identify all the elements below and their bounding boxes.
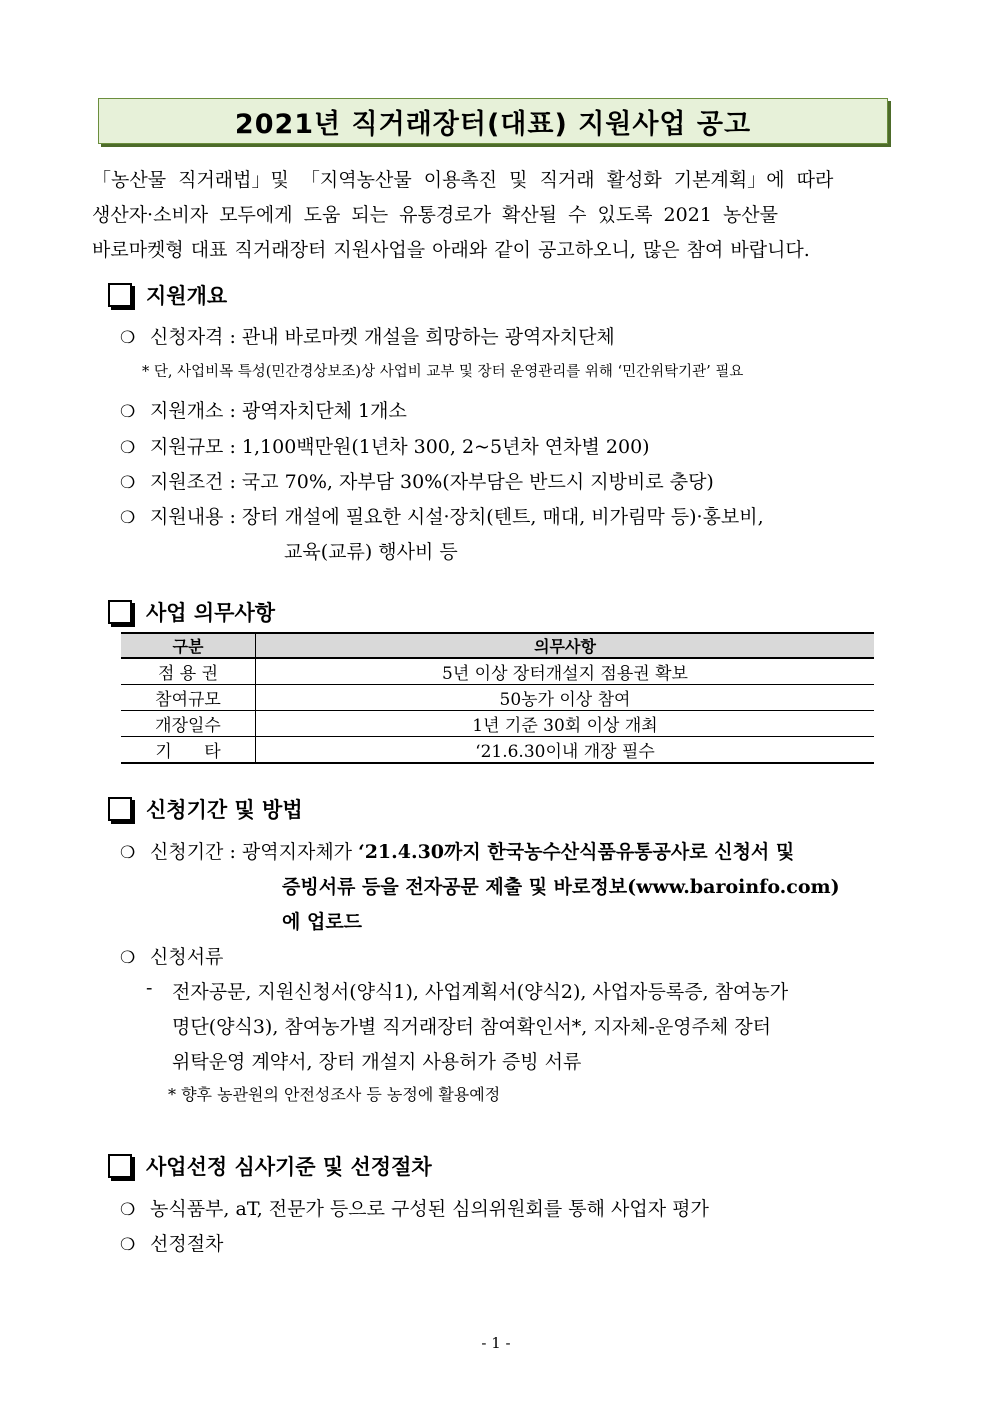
checkbox-square-icon xyxy=(108,283,132,307)
duties-table xyxy=(121,632,874,764)
page-title: 2021년 직거래장터(대표) 지원사업 공고 xyxy=(234,108,752,140)
page-number: - 1 - xyxy=(481,1334,511,1352)
table-cell: 점 용 권 xyxy=(121,658,256,685)
list-item: ❍ 지원조건 : 국고 70%, 자부담 30%(자부담은 반드시 지방비로 충당) xyxy=(120,471,714,493)
list-item: ❍ 선정절차 xyxy=(120,1233,224,1255)
circle-bullet-icon: ❍ xyxy=(120,1235,136,1255)
checkbox-square-icon xyxy=(108,1154,132,1178)
intro-line: 생산자·소비자 모두에게 도움 되는 유통경로가 확산될 수 있도록 2021 농산물 xyxy=(92,204,779,226)
table-row xyxy=(121,737,874,764)
table-row xyxy=(121,685,874,711)
list-item: ❍ 신청기간 : 광역지자체가 ‘21.4.30까지 한국농수산식품유통공사로 신청서 및 xyxy=(120,841,795,863)
docs-line: 명단(양식3), 참여농가별 직거래장터 참여확인서*, 지자체-운영주체 장터 xyxy=(172,1016,772,1038)
table-header-cell: 구분 xyxy=(121,633,256,658)
table-cell: 기 타 xyxy=(121,737,256,764)
section-heading-duties: 사업 의무사항 xyxy=(108,597,275,627)
table-row xyxy=(121,658,874,685)
section-heading-overview: 지원개요 xyxy=(108,280,227,310)
table-cell: 개장일수 xyxy=(121,711,256,737)
circle-bullet-icon: ❍ xyxy=(120,328,136,348)
circle-bullet-icon: ❍ xyxy=(120,508,136,528)
list-item-continuation: 교육(교류) 행사비 등 xyxy=(284,541,458,563)
dash-bullet: - xyxy=(146,977,153,999)
table-header-row xyxy=(121,633,874,658)
intro-line: 바로마켓형 대표 직거래장터 지원사업을 아래와 같이 공고하오니, 많은 참여 바랍니다. xyxy=(92,239,810,261)
table-cell: 5년 이상 장터개설지 점용권 확보 xyxy=(256,658,875,685)
intro-line: 「농산물 직거래법」및 「지역농산물 이용촉진 및 직거래 활성화 기본계획」에 따라 xyxy=(92,169,834,191)
title-box xyxy=(98,98,888,144)
circle-bullet-icon: ❍ xyxy=(120,843,136,863)
list-item-continuation: 증빙서류 등을 전자공문 제출 및 바로정보(www.baroinfo.com) xyxy=(282,876,840,898)
list-item: ❍ 신청자격 : 관내 바로마켓 개설을 희망하는 광역자치단체 xyxy=(120,326,615,348)
checkbox-square-icon xyxy=(108,600,132,624)
circle-bullet-icon: ❍ xyxy=(120,1200,136,1220)
list-item: ❍ 지원규모 : 1,100백만원(1년차 300, 2~5년차 연차별 200) xyxy=(120,436,650,458)
docs-line: 위탁운영 계약서, 장터 개설지 사용허가 증빙 서류 xyxy=(172,1051,582,1073)
footnote: * 향후 농관원의 안전성조사 등 농정에 활용예정 xyxy=(168,1085,501,1104)
table-cell: 참여규모 xyxy=(121,685,256,711)
circle-bullet-icon: ❍ xyxy=(120,402,136,422)
table-cell: ‘21.6.30이내 개장 필수 xyxy=(256,737,875,764)
table-cell: 1년 기준 30회 이상 개최 xyxy=(256,711,875,737)
section-heading-application: 신청기간 및 방법 xyxy=(108,794,303,824)
list-item: ❍ 농식품부, aT, 전문가 등으로 구성된 심의위원회를 통해 사업자 평가 xyxy=(120,1198,709,1220)
section-heading-selection: 사업선정 심사기준 및 선정절차 xyxy=(108,1151,432,1181)
circle-bullet-icon: ❍ xyxy=(120,948,136,968)
circle-bullet-icon: ❍ xyxy=(120,473,136,493)
table-row xyxy=(121,711,874,737)
checkbox-square-icon xyxy=(108,797,132,821)
footnote: * 단, 사업비목 특성(민간경상보조)상 사업비 교부 및 장터 운영관리를 위해 ‘민간위탁기관’ 필요 xyxy=(142,364,744,380)
list-item: ❍ 지원개소 : 광역자치단체 1개소 xyxy=(120,400,407,422)
docs-line: 전자공문, 지원신청서(양식1), 사업계획서(양식2), 사업자등록증, 참여농가 xyxy=(172,981,789,1003)
table-header-cell: 의무사항 xyxy=(256,633,875,658)
intro-paragraph xyxy=(92,163,898,268)
list-item: ❍ 지원내용 : 장터 개설에 필요한 시설·장치(텐트, 매대, 비가림막 등)·홍보비, xyxy=(120,506,764,528)
circle-bullet-icon: ❍ xyxy=(120,438,136,458)
table-cell: 50농가 이상 참여 xyxy=(256,685,875,711)
list-item-continuation: 에 업로드 xyxy=(282,911,363,933)
list-item: ❍ 신청서류 xyxy=(120,946,224,968)
